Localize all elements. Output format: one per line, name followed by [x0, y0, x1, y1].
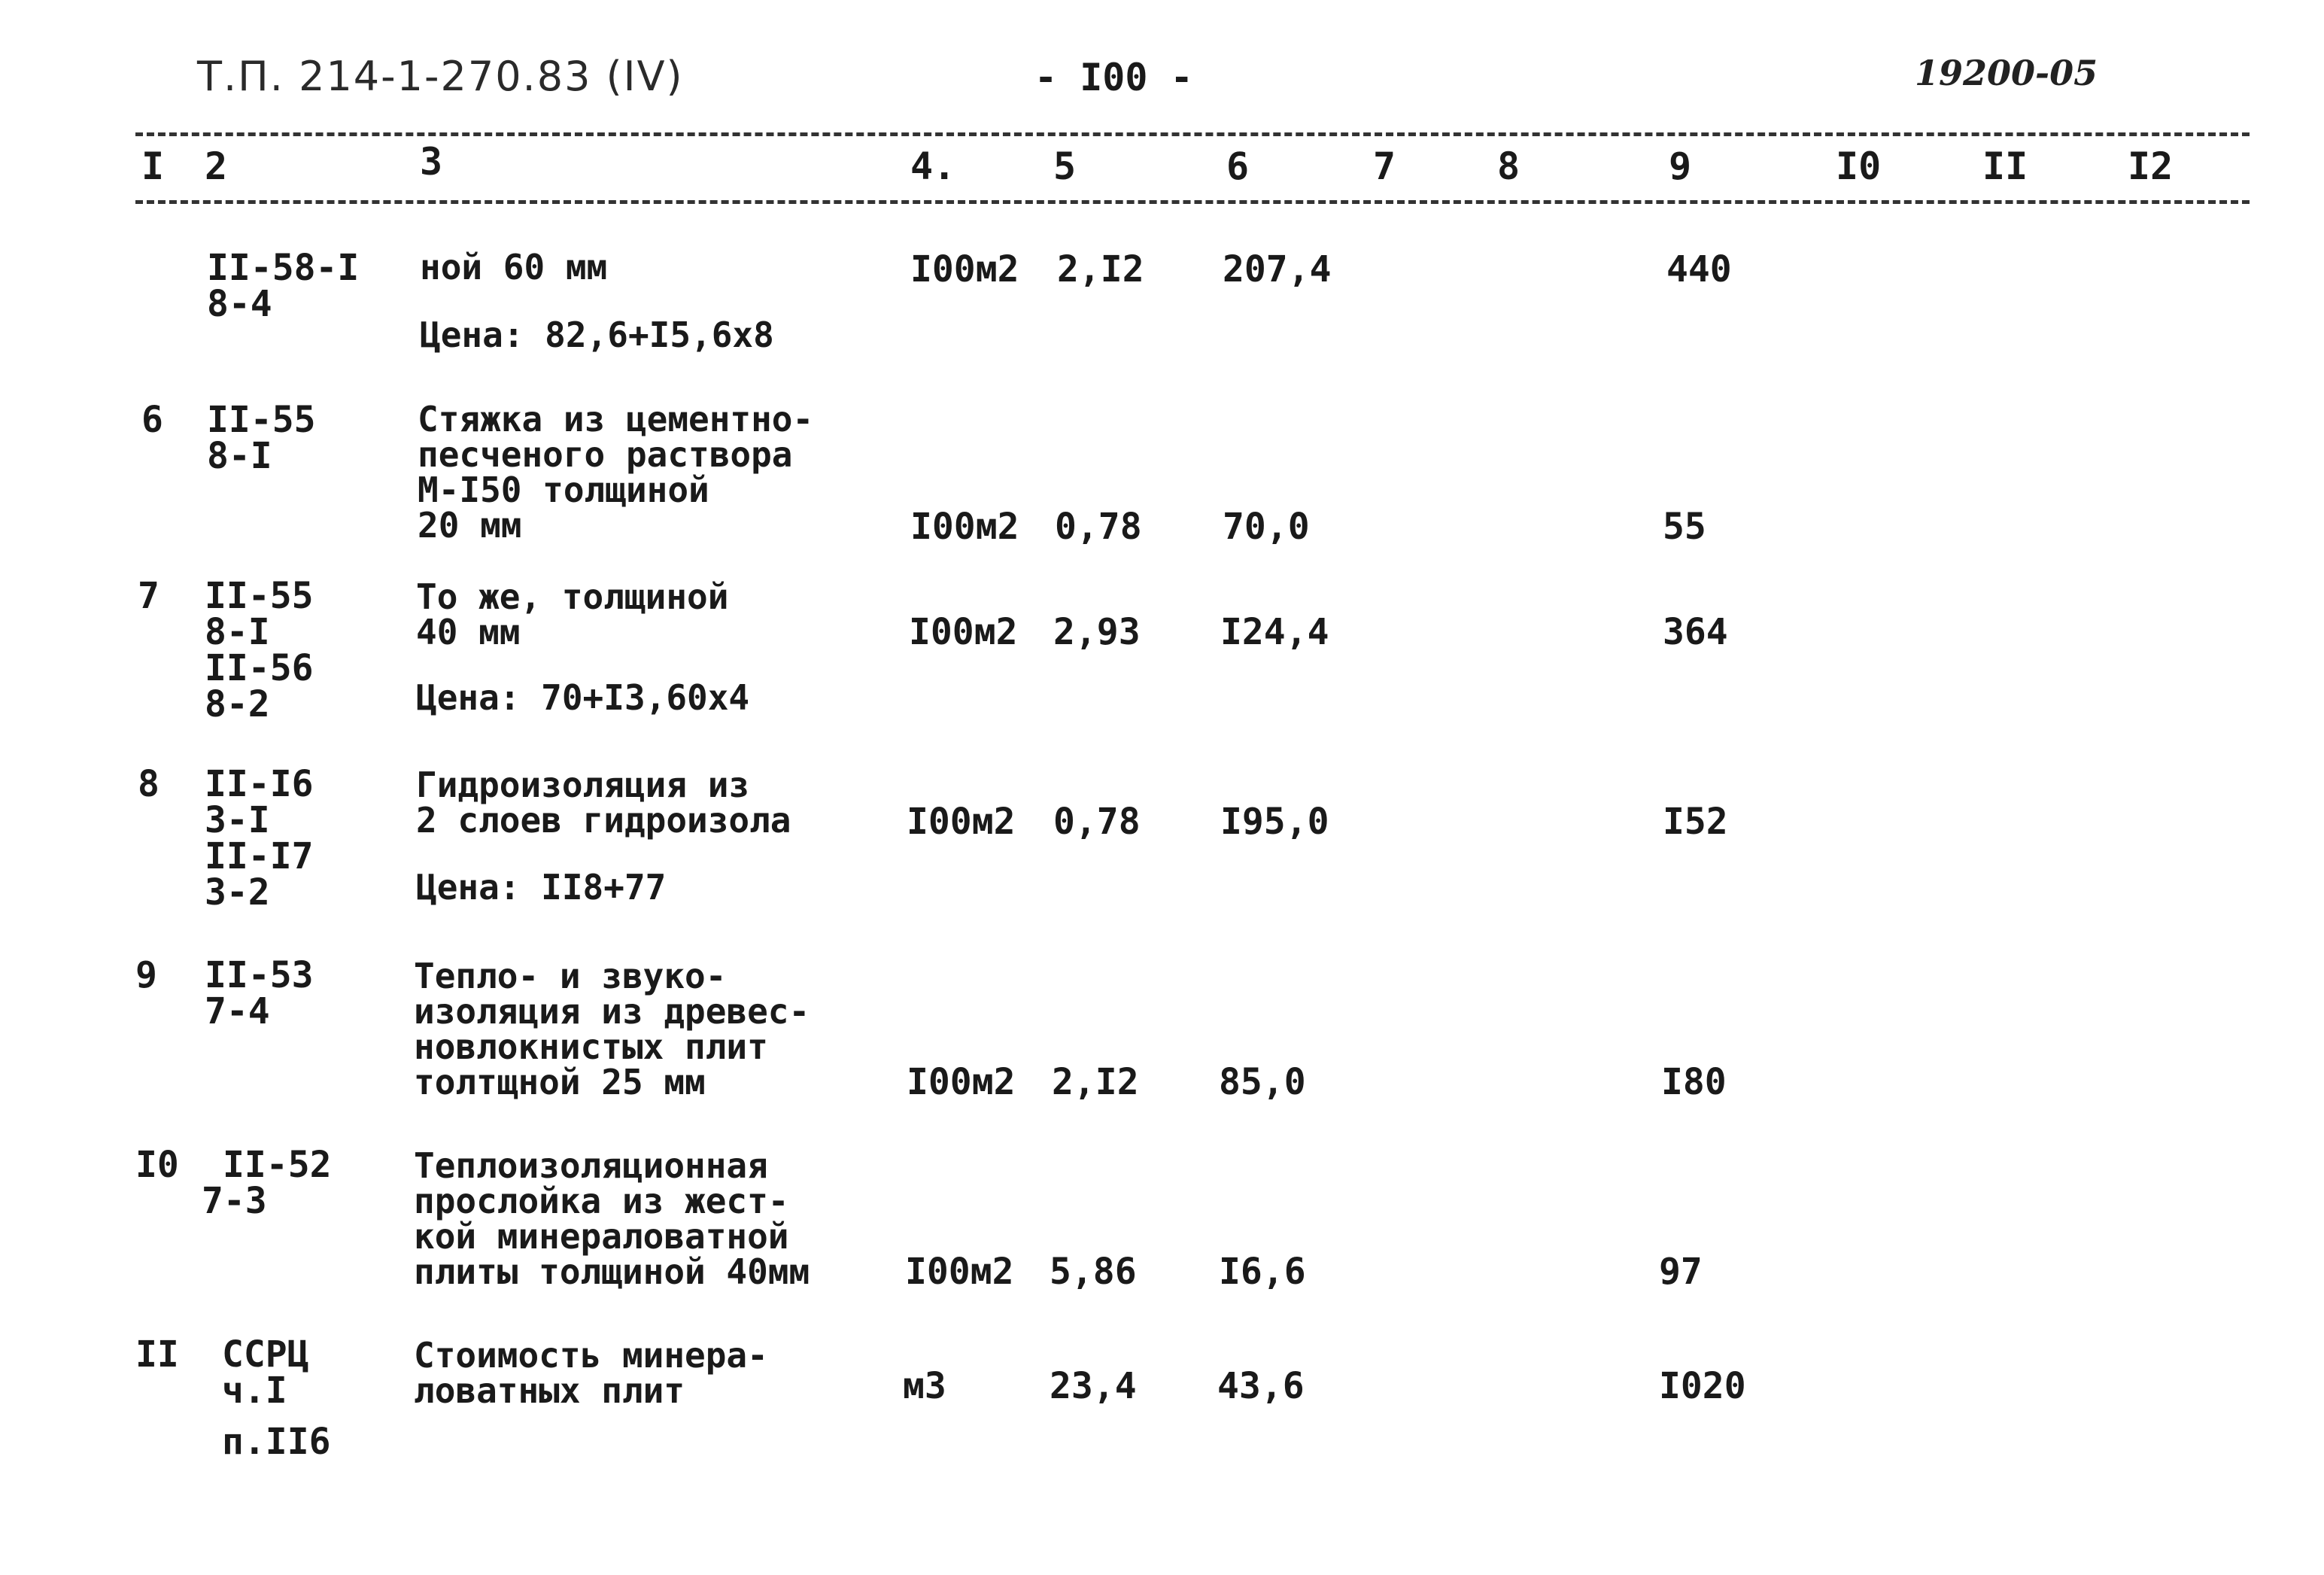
row-number: 7 — [138, 575, 159, 617]
row-description: Стяжка из цементно- песченого раствора М-I50 толщиной 20 мм — [418, 399, 814, 546]
row-number: 9 — [135, 954, 157, 996]
row-total: I52 — [1663, 801, 1728, 843]
page-number: - I00 - — [1034, 56, 1193, 99]
row-total: I80 — [1661, 1061, 1727, 1103]
row-code: II-55 8-I — [207, 399, 316, 477]
row-price-formula: Цена: 82,6+I5,6x8 — [420, 315, 774, 355]
column-header: 7 — [1373, 144, 1396, 188]
column-header: I — [141, 144, 165, 188]
row-quantity: 2,I2 — [1057, 248, 1144, 290]
column-header: 8 — [1497, 144, 1520, 188]
row-code: II-52 7-3 — [202, 1144, 332, 1222]
row-code: II-I6 3-I II-I7 3-2 — [205, 763, 314, 914]
row-unit: I00м2 — [910, 248, 1019, 290]
row-unit-rate: 207,4 — [1223, 248, 1332, 290]
row-unit-rate: 85,0 — [1219, 1061, 1306, 1103]
row-quantity: 2,93 — [1053, 611, 1141, 653]
row-code: II-53 7-4 — [205, 954, 314, 1032]
row-description: ной 60 мм — [420, 247, 608, 287]
row-unit-rate: 70,0 — [1223, 506, 1310, 548]
row-total: I020 — [1659, 1365, 1746, 1407]
row-number: II — [135, 1333, 179, 1376]
row-total: 97 — [1659, 1251, 1703, 1293]
row-unit-rate: I95,0 — [1220, 801, 1329, 843]
column-header: 9 — [1669, 144, 1692, 188]
row-number: I0 — [135, 1144, 179, 1186]
row-number: 6 — [141, 399, 163, 441]
row-unit: I00м2 — [910, 506, 1019, 548]
row-total: 364 — [1663, 611, 1728, 653]
column-header: 5 — [1053, 144, 1077, 188]
column-header: 6 — [1226, 144, 1250, 188]
header-bottom-rule — [135, 200, 2250, 204]
row-total: 440 — [1666, 248, 1732, 290]
row-description: Гидроизоляция из 2 слоев гидроизола — [416, 765, 791, 841]
column-header: 3 — [420, 140, 443, 184]
row-unit: м3 — [903, 1365, 946, 1407]
row-quantity: 5,86 — [1050, 1251, 1137, 1293]
document-code: Т.П. 214-1-270.83 (IV) — [197, 53, 684, 100]
row-unit: I00м2 — [907, 801, 1016, 843]
row-unit: I00м2 — [907, 1061, 1016, 1103]
row-unit-rate: I24,4 — [1220, 611, 1329, 653]
column-header: 4. — [910, 144, 956, 188]
registration-stamp: 19200-05 — [1915, 53, 2098, 93]
column-header: 2 — [205, 144, 228, 188]
row-total: 55 — [1663, 506, 1706, 548]
row-unit: I00м2 — [909, 611, 1018, 653]
row-number: 8 — [138, 763, 159, 805]
row-code: ССРЦ ч.I п.II6 — [222, 1333, 331, 1463]
column-header: I2 — [2128, 144, 2174, 188]
row-code: II-58-I 8-4 — [207, 247, 360, 325]
row-price-formula: Цена: II8+77 — [416, 867, 667, 908]
row-description: Тепло- и звуко- изоляция из древес- новлокнистых плит толтщной 25 мм — [414, 956, 810, 1102]
row-description: То же, толщиной 40 мм — [416, 576, 729, 652]
row-description: Стоимость минера- ловатных плит — [414, 1335, 768, 1411]
column-header: I0 — [1836, 144, 1882, 188]
row-quantity: 0,78 — [1053, 801, 1141, 843]
header-top-rule — [135, 132, 2250, 136]
row-quantity: 0,78 — [1055, 506, 1142, 548]
row-code: II-55 8-I II-56 8-2 — [205, 575, 314, 725]
row-unit: I00м2 — [905, 1251, 1014, 1293]
row-description: Теплоизоляционная прослойка из жест- кой минераловатной плиты толщиной 40мм — [414, 1145, 810, 1292]
row-unit-rate: 43,6 — [1217, 1365, 1305, 1407]
row-price-formula: Цена: 70+I3,60x4 — [416, 677, 750, 718]
row-quantity: 23,4 — [1050, 1365, 1137, 1407]
row-unit-rate: I6,6 — [1219, 1251, 1306, 1293]
row-quantity: 2,I2 — [1052, 1061, 1139, 1103]
column-header: II — [1982, 144, 2028, 188]
